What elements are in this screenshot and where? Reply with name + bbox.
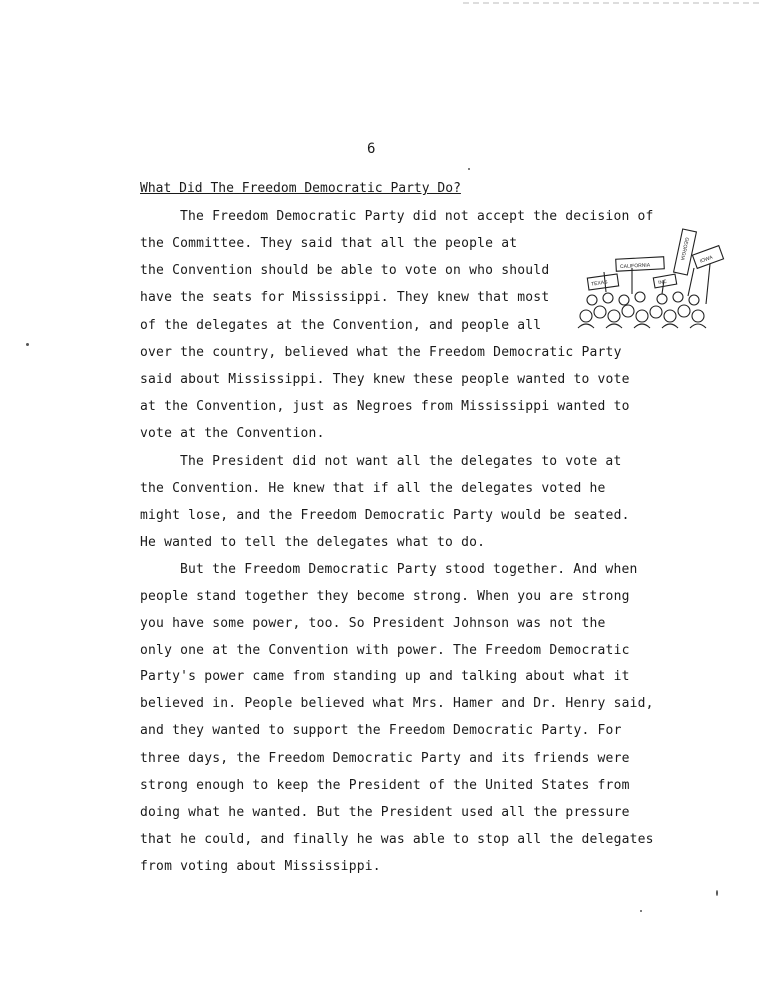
text-line: said about Mississippi. They knew these people wanted to vote xyxy=(140,372,630,387)
text-line: But the Freedom Democratic Party stood together. And when xyxy=(180,562,638,577)
text-line: doing what he wanted. But the President used all the pressure xyxy=(140,805,630,820)
text-line: He wanted to tell the delegates what to do. xyxy=(140,535,486,550)
text-line: of the delegates at the Convention, and people all xyxy=(140,318,542,333)
page-number: 6 xyxy=(367,141,376,157)
text-line: The Freedom Democratic Party did not accept the decision of xyxy=(180,209,654,224)
text-line: you have some power, too. So President Johnson was not the xyxy=(140,616,606,631)
text-line: from voting about Mississippi. xyxy=(140,859,381,874)
text-line: at the Convention, just as Negroes from Mississippi wanted to xyxy=(140,399,630,414)
scan-speck xyxy=(26,343,29,346)
text-line: vote at the Convention. xyxy=(140,426,325,441)
text-line: have the seats for Mississippi. They knew that most xyxy=(140,290,550,305)
text-line: only one at the Convention with power. The Freedom Democratic xyxy=(140,643,630,658)
text-line: the Convention. He knew that if all the delegates voted he xyxy=(140,481,606,496)
scan-speck xyxy=(640,910,642,912)
section-heading: What Did The Freedom Democratic Party Do? xyxy=(140,181,461,196)
text-line: three days, the Freedom Democratic Party and its friends were xyxy=(140,751,630,766)
text-line: The President did not want all the delegates to vote at xyxy=(180,454,622,469)
text-line: strong enough to keep the President of the United States from xyxy=(140,778,630,793)
scan-speck xyxy=(468,168,470,170)
sign-label: GEORGIA xyxy=(678,236,690,261)
text-line: Party's power came from standing up and talking about what it xyxy=(140,669,630,684)
sign-label: CALIFORNIA xyxy=(619,262,651,271)
sign-label: INC xyxy=(657,278,668,287)
text-line: people stand together they become strong. When you are strong xyxy=(140,589,630,604)
text-line: over the country, believed what the Freedom Democratic Party xyxy=(140,345,622,360)
text-line: that he could, and finally he was able to stop all the delegates xyxy=(140,832,654,847)
scan-artifact xyxy=(463,0,763,6)
sign-label: IOWA xyxy=(699,254,714,265)
scan-speck xyxy=(716,890,718,896)
text-line: and they wanted to support the Freedom Democratic Party. For xyxy=(140,723,622,738)
sign-label: TEXAS xyxy=(590,279,608,288)
text-line: the Convention should be able to vote on who should xyxy=(140,263,550,278)
convention-crowd-illustration xyxy=(570,224,730,334)
text-line: might lose, and the Freedom Democratic Party would be seated. xyxy=(140,508,630,523)
text-line: believed in. People believed what Mrs. Hamer and Dr. Henry said, xyxy=(140,696,654,711)
text-line: the Committee. They said that all the people at xyxy=(140,236,518,251)
